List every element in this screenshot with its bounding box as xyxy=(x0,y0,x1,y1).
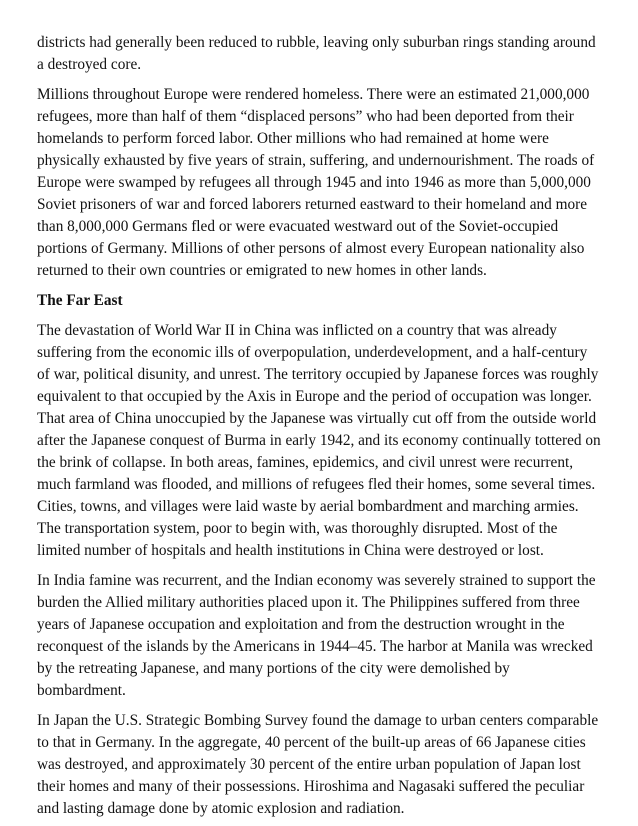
paragraph-districts: districts had generally been reduced to rubble, leaving only suburban rings standing around a destroyed core. xyxy=(37,34,596,73)
paragraph-china: The devastation of World War II in China was inflicted on a country that was already suffering from the economic ills of overpopulation, underdevelopment, and a half-century of war, political disunity, and unrest. The territory occupied by Japanese forces was roughly equivalent to that occupied by the Axis in Europe and the period of occupation was longer. That area of China unoccupied by the Japanese was virtually cut off from the outside world after the Japanese conquest of Burma in early 1942, and its economy continually tottered on the brink of collapse. In both areas, famines, epidemics, and civil unrest were recurrent, much farmland was flooded, and millions of refugees fled their homes, some several times. Cities, towns, and villages were laid waste by aerial bombardment and marching armies. The transportation system, poor to begin with, was thoroughly disrupted. Most of the limited number of hospitals and health institutions in China were destroyed or lost. xyxy=(37,322,601,559)
section-heading: The Far East xyxy=(37,292,123,309)
paragraph-india-philippines: In India famine was recurrent, and the Indian economy was severely strained to support the burden the Allied military authorities placed upon it. The Philippines suffered from three years of Japanese occupation and exploitation and from the destruction wrought in the reconquest of the islands by the Americans in 1944–45. The harbor at Manila was wrecked by the retreating Japanese, and many portions of the city were demolished by bombardment. xyxy=(37,572,596,699)
paragraph-refugees-europe: Millions throughout Europe were rendered homeless. There were an estimated 21,000,000 refugees, more than half of them “displaced persons” who had been deported from their homelands to perform forced labor. Other millions who had remained at home were physically exhausted by five years of strain, suffering, and undernourishment. The roads of Europe were swamped by refugees all through 1945 and into 1946 as more than 5,000,000 Soviet prisoners of war and forced laborers returned eastward to their homeland and more than 8,000,000 Germans fled or were evacuated westward out of the Soviet-occupied portions of Germany. Millions of other persons of almost every European nationality also returned to their own countries or emigrated to new homes in other lands. xyxy=(37,86,595,279)
paragraph-japan: In Japan the U.S. Strategic Bombing Survey found the damage to urban centers comparable to that in Germany. In the aggregate, 40 percent of the built-up areas of 66 Japanese cities was destroyed, and approximately 30 percent of the entire urban population of Japan lost their homes and many of their possessions. Hiroshima and Nagasaki suffered the peculiar and lasting damage done by atomic explosion and radiation. xyxy=(37,712,599,817)
